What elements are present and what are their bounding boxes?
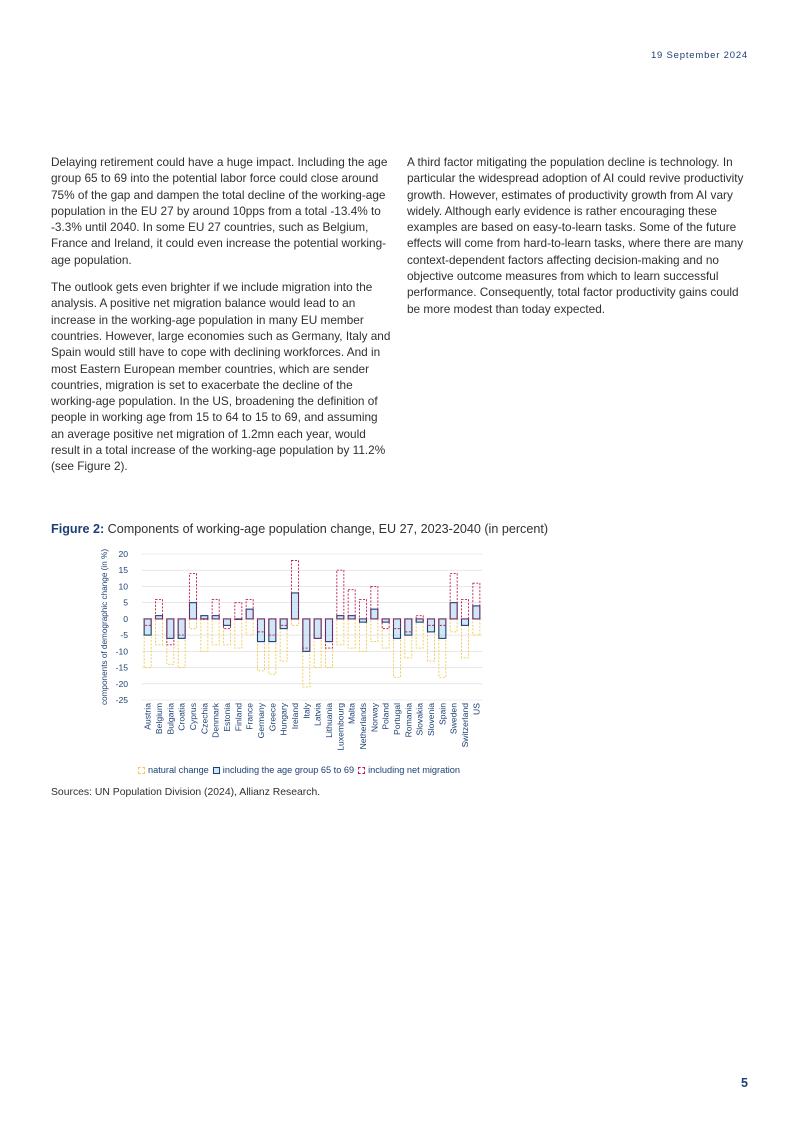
y-tick-label: 0 bbox=[123, 613, 128, 624]
legend-label: including net migration bbox=[368, 765, 461, 775]
bar-natural-change bbox=[416, 619, 423, 648]
bar-including-net-migration bbox=[359, 599, 366, 618]
bar-including-the-age-group-65-to-69 bbox=[303, 619, 310, 651]
bar-including-the-age-group-65-to-69 bbox=[167, 619, 174, 638]
bar-natural-change bbox=[246, 619, 253, 635]
x-category-label: Greece bbox=[267, 703, 278, 732]
x-category-label: Switzerland bbox=[460, 703, 470, 748]
bar-including-the-age-group-65-to-69 bbox=[337, 616, 344, 619]
bar-including-the-age-group-65-to-69 bbox=[473, 606, 480, 619]
bar-including-the-age-group-65-to-69 bbox=[201, 616, 208, 619]
bar-including-the-age-group-65-to-69 bbox=[416, 619, 423, 622]
x-category-label: Slovenia bbox=[426, 703, 436, 736]
bar-including-net-migration bbox=[201, 619, 208, 620]
figure-title bbox=[51, 522, 548, 536]
bar-including-the-age-group-65-to-69 bbox=[382, 619, 389, 622]
bar-natural-change bbox=[473, 619, 480, 635]
x-category-label: Spain bbox=[437, 703, 448, 725]
x-category-label: Austria bbox=[142, 703, 153, 730]
x-category-label: Malta bbox=[346, 703, 357, 725]
y-tick-label: 15 bbox=[118, 565, 128, 576]
y-tick-label: -25 bbox=[115, 695, 128, 705]
x-category-label: Latvia bbox=[312, 703, 323, 726]
paragraph: Delaying retirement could have a huge impact. Including the age group 65 to 69 into the potential labor force could close around 75% of the gap and dampen the total decline of the working-age population in the EU 27 by around 10pps from a total -13.4% to -3.3% until 2040. In some EU 27 countries, such as Belgium, France and Ireland, it could even increase the potential working-age population. bbox=[51, 155, 388, 267]
y-tick-label: -10 bbox=[115, 646, 128, 657]
bar-including-net-migration bbox=[235, 603, 242, 619]
legend-swatch bbox=[213, 767, 220, 774]
legend-label: natural change bbox=[148, 765, 209, 775]
bar-natural-change bbox=[348, 619, 355, 648]
legend-item-net-migration bbox=[358, 765, 460, 775]
right-text-column bbox=[407, 154, 749, 328]
bar-natural-change bbox=[189, 619, 196, 629]
bar-including-the-age-group-65-to-69 bbox=[269, 619, 276, 642]
bar-including-the-age-group-65-to-69 bbox=[155, 616, 162, 619]
bar-including-the-age-group-65-to-69 bbox=[314, 619, 321, 638]
legend-swatch bbox=[358, 767, 365, 774]
x-category-label: Bulgaria bbox=[165, 703, 176, 735]
x-category-label: Romania bbox=[403, 703, 414, 738]
bar-including-the-age-group-65-to-69 bbox=[359, 619, 366, 622]
page-number: 5 bbox=[741, 1076, 748, 1090]
legend-item-natural-change bbox=[138, 765, 209, 775]
figure-label: Figure 2: bbox=[51, 522, 105, 536]
x-category-label: Czechia bbox=[199, 703, 210, 735]
bar-including-the-age-group-65-to-69 bbox=[246, 609, 253, 619]
y-tick-label: 20 bbox=[118, 549, 128, 559]
y-tick-label: -15 bbox=[115, 662, 128, 673]
bar-including-the-age-group-65-to-69 bbox=[212, 616, 219, 619]
paragraph: The outlook gets even brighter if we include migration into the analysis. A positive net migration balance would lead to an increase in the working-age population in many EU member countries. However, large economies such as Germany, Italy and Spain would still have to cope with declining workforces. And in most Eastern European member countries, which are sender countries, migration is set to exacerbate the decline of the working-age population. In the US, broadening the definition of people in working age from 15 to 64 to 15 to 69, and assuming an average positive net migration of 1.2mn each year, would result in a total increase of the working-age population by 11.2% (see Figure 2). bbox=[51, 280, 391, 474]
x-category-label: Cyprus bbox=[188, 703, 198, 731]
legend-label: including the age group 65 to 69 bbox=[222, 765, 355, 775]
bar-including-net-migration bbox=[337, 570, 344, 619]
legend-item-age-group bbox=[213, 765, 354, 775]
bar-natural-change bbox=[337, 619, 344, 645]
bar-including-the-age-group-65-to-69 bbox=[144, 619, 151, 635]
bar-natural-change bbox=[155, 619, 162, 645]
bar-natural-change bbox=[450, 619, 457, 632]
y-axis-title: components of demographic change (in %) bbox=[100, 548, 109, 706]
bar-including-the-age-group-65-to-69 bbox=[280, 619, 287, 629]
bar-including-the-age-group-65-to-69 bbox=[348, 616, 355, 619]
paragraph: A third factor mitigating the population decline is technology. In particular the widespread adoption of AI could revive productivity growth. However, estimates of productivity growth from AI vary widely. Although early evidence is rather encouraging these examples are based on easy-to-learn tasks. Some of the future effects will come from hard-to-learn tasks, where there are many context-dependent factors affecting decision-making and no objective outcome measures from which to learn successful performance. Consequently, total factor productivity gains could be more modest than today expected. bbox=[407, 155, 744, 316]
x-category-label: Luxembourg bbox=[335, 703, 346, 751]
bar-natural-change bbox=[212, 619, 219, 645]
bar-including-the-age-group-65-to-69 bbox=[223, 619, 230, 625]
x-category-label: Lithuania bbox=[324, 703, 334, 738]
chart-legend bbox=[138, 765, 460, 775]
bar-including-the-age-group-65-to-69 bbox=[189, 603, 196, 619]
population-change-chart bbox=[95, 545, 495, 760]
x-category-label: Croatia bbox=[176, 703, 187, 731]
y-tick-label: -20 bbox=[115, 678, 128, 689]
header-date: 19 September 2024 bbox=[650, 50, 748, 61]
x-category-label: Poland bbox=[380, 703, 391, 730]
bar-including-the-age-group-65-to-69 bbox=[325, 619, 332, 642]
x-category-label: Norway bbox=[369, 703, 380, 733]
bar-including-the-age-group-65-to-69 bbox=[450, 603, 457, 619]
bar-natural-change bbox=[291, 619, 298, 625]
x-category-label: France bbox=[244, 703, 255, 730]
x-category-label: Denmark bbox=[210, 703, 221, 738]
bar-including-the-age-group-65-to-69 bbox=[405, 619, 412, 635]
x-category-label: Estonia bbox=[222, 703, 232, 732]
bar-natural-change bbox=[235, 619, 242, 648]
x-category-label: US bbox=[471, 703, 482, 715]
bar-including-the-age-group-65-to-69 bbox=[291, 593, 298, 619]
x-category-label: Ireland bbox=[290, 703, 300, 730]
x-category-label: Belgium bbox=[154, 703, 164, 735]
left-text-column bbox=[51, 154, 393, 486]
x-category-label: Italy bbox=[301, 703, 312, 719]
sources-note: Sources: UN Population Division (2024), Allianz Research. bbox=[51, 787, 321, 798]
x-category-label: Hungary bbox=[278, 703, 289, 736]
bar-including-net-migration bbox=[348, 590, 355, 619]
figure-caption: Components of working-age population change, EU 27, 2023-2040 (in percent) bbox=[104, 522, 549, 536]
legend-swatch bbox=[138, 767, 145, 774]
bar-natural-change bbox=[371, 619, 378, 642]
bar-including-the-age-group-65-to-69 bbox=[439, 619, 446, 638]
bar-including-the-age-group-65-to-69 bbox=[371, 609, 378, 619]
bar-including-the-age-group-65-to-69 bbox=[257, 619, 264, 642]
bar-natural-change bbox=[382, 619, 389, 648]
y-tick-label: 10 bbox=[118, 581, 128, 592]
x-category-label: Sweden bbox=[448, 703, 459, 735]
x-category-label: Finland bbox=[233, 703, 244, 732]
x-category-label: Netherlands bbox=[358, 703, 368, 750]
y-tick-label: -5 bbox=[120, 630, 128, 641]
y-tick-label: 5 bbox=[123, 597, 128, 608]
x-category-label: Portugal bbox=[392, 703, 402, 736]
x-category-label: Slovakia bbox=[414, 703, 425, 736]
bar-including-net-migration bbox=[461, 599, 468, 618]
x-category-label: Germany bbox=[256, 703, 266, 739]
bar-including-the-age-group-65-to-69 bbox=[461, 619, 468, 625]
